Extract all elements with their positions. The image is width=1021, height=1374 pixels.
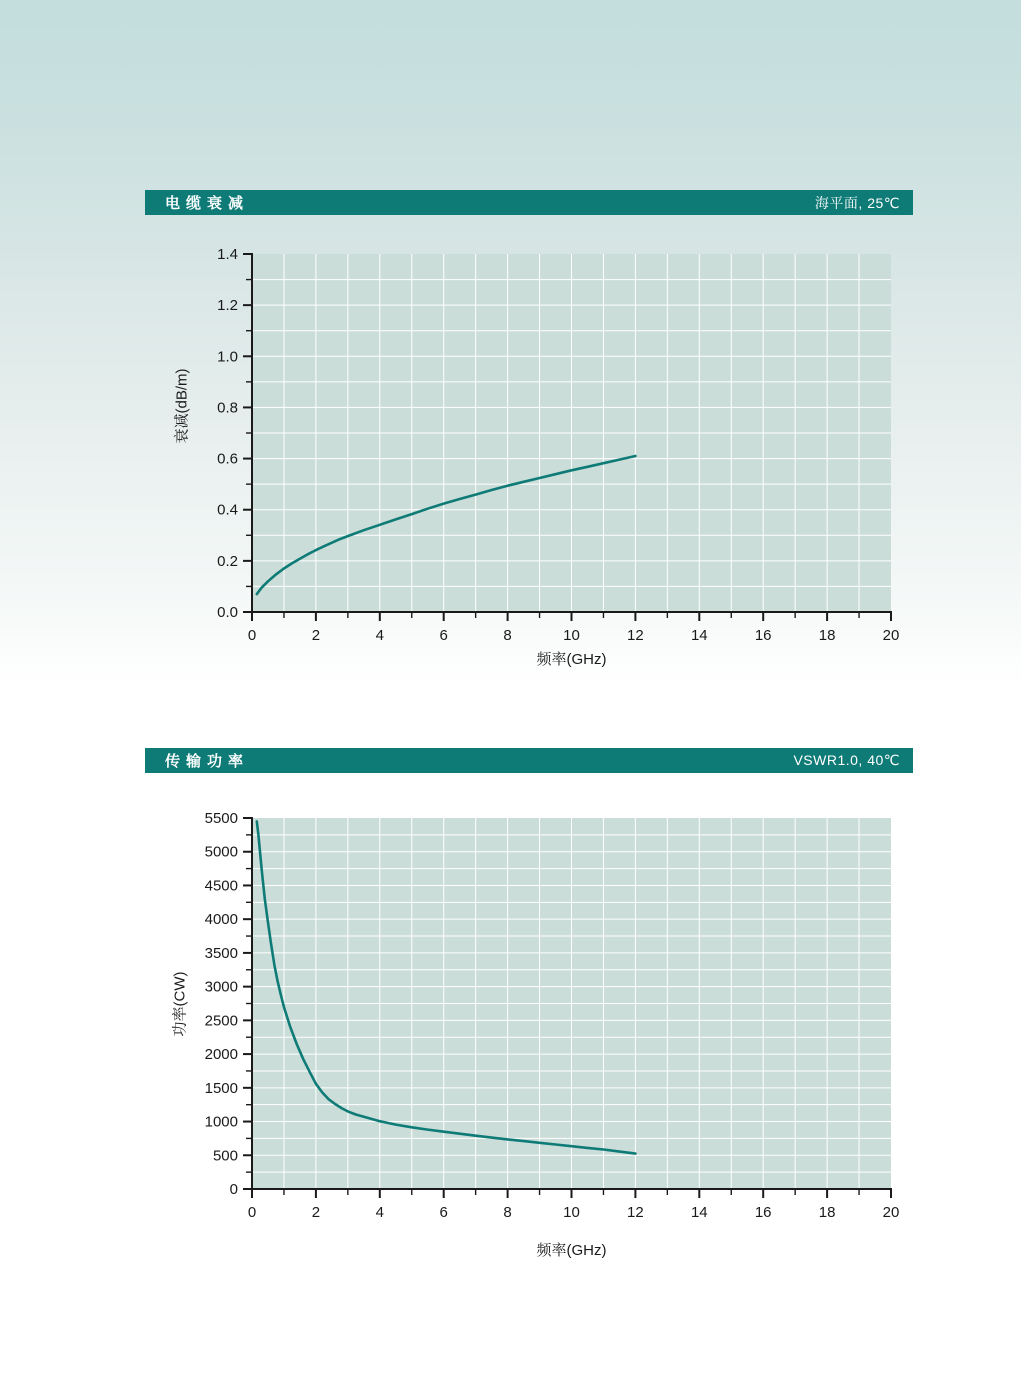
attenuation-section-header <box>145 190 913 215</box>
power-chart-svg <box>140 800 930 1230</box>
x-tick-label: 10 <box>563 1204 580 1221</box>
y-tick-label: 500 <box>212 1147 238 1165</box>
x-tick-label: 2 <box>311 627 321 644</box>
y-tick-label: 5500 <box>204 810 238 827</box>
attenuation-condition-note: 海平面, 25℃ <box>814 194 900 211</box>
y-tick-label: 0.4 <box>217 501 238 519</box>
y-tick-label: 1.4 <box>217 246 238 263</box>
x-tick-label: 8 <box>503 1204 512 1221</box>
y-tick-label: 5000 <box>204 843 238 861</box>
grid-lines <box>252 254 891 612</box>
x-tick-label: 12 <box>627 1204 644 1221</box>
y-tick-label: 4000 <box>204 911 238 929</box>
y-tick-label: 1500 <box>204 1079 238 1097</box>
y-tick-label: 0 <box>229 1181 238 1198</box>
x-tick-label: 16 <box>754 1204 772 1221</box>
x-tick-label: 16 <box>754 627 772 644</box>
x-tick-label: 6 <box>439 627 448 644</box>
x-tick-label: 6 <box>439 1204 448 1221</box>
y-tick-label: 0.2 <box>217 552 238 570</box>
x-tick-label: 4 <box>375 627 384 644</box>
x-tick-label: 18 <box>818 627 836 644</box>
power-section-title: 传输功率 <box>165 753 250 770</box>
power-condition-note: VSWR1.0, 40℃ <box>793 752 900 768</box>
power-section-header <box>145 748 913 773</box>
y-tick-label: 1.0 <box>217 348 238 366</box>
attenuation-chart-svg <box>140 236 930 676</box>
x-tick-label: 20 <box>882 627 900 644</box>
power-x-axis-label: 频率(GHz) <box>536 1242 607 1259</box>
y-tick-label: 1000 <box>204 1113 238 1131</box>
x-tick-label: 2 <box>311 1204 321 1221</box>
datasheet-page: 电缆衰减 海平面, 25℃ 0.0 0.2 0.4 0.6 0.8 1.0 1.2 1.4 0 2 4 6 8 10 12 14 16 18 20 频率(GHz) 衰减(dB/m) 传输功率 VSWR1.0, 40℃ 0 500 1000 1500 2000 2500 3000 3500 4000 4500 5000 5500 0 2 4 6 8 10 12 14 16 18 20 频率(GHz) 功率(CW) <box>0 0 1021 1374</box>
y-tick-label: 2500 <box>204 1012 238 1030</box>
x-tick-label: 14 <box>690 627 708 644</box>
x-tick-label: 4 <box>375 1204 384 1221</box>
grid-lines <box>252 818 891 1189</box>
attenuation-x-axis-label: 频率(GHz) <box>536 651 607 668</box>
attenuation-section-title: 电缆衰减 <box>165 195 250 212</box>
y-tick-label: 0.8 <box>217 399 238 417</box>
y-tick-label: 2000 <box>204 1046 238 1064</box>
y-tick-label: 3000 <box>204 978 238 996</box>
y-tick-label: 3500 <box>204 944 238 962</box>
y-tick-label: 1.2 <box>217 297 238 315</box>
y-tick-label: 0.6 <box>217 450 238 468</box>
y-tick-label: 4500 <box>204 877 238 895</box>
x-tick-label: 10 <box>563 627 580 644</box>
x-tick-label: 18 <box>818 1204 836 1221</box>
x-tick-label: 8 <box>503 627 512 644</box>
x-tick-label: 12 <box>627 627 644 644</box>
x-tick-label: 0 <box>247 627 257 644</box>
x-tick-label: 20 <box>882 1204 900 1221</box>
y-tick-label: 0.0 <box>217 604 238 621</box>
x-tick-label: 0 <box>247 1204 257 1221</box>
x-tick-label: 14 <box>690 1204 708 1221</box>
